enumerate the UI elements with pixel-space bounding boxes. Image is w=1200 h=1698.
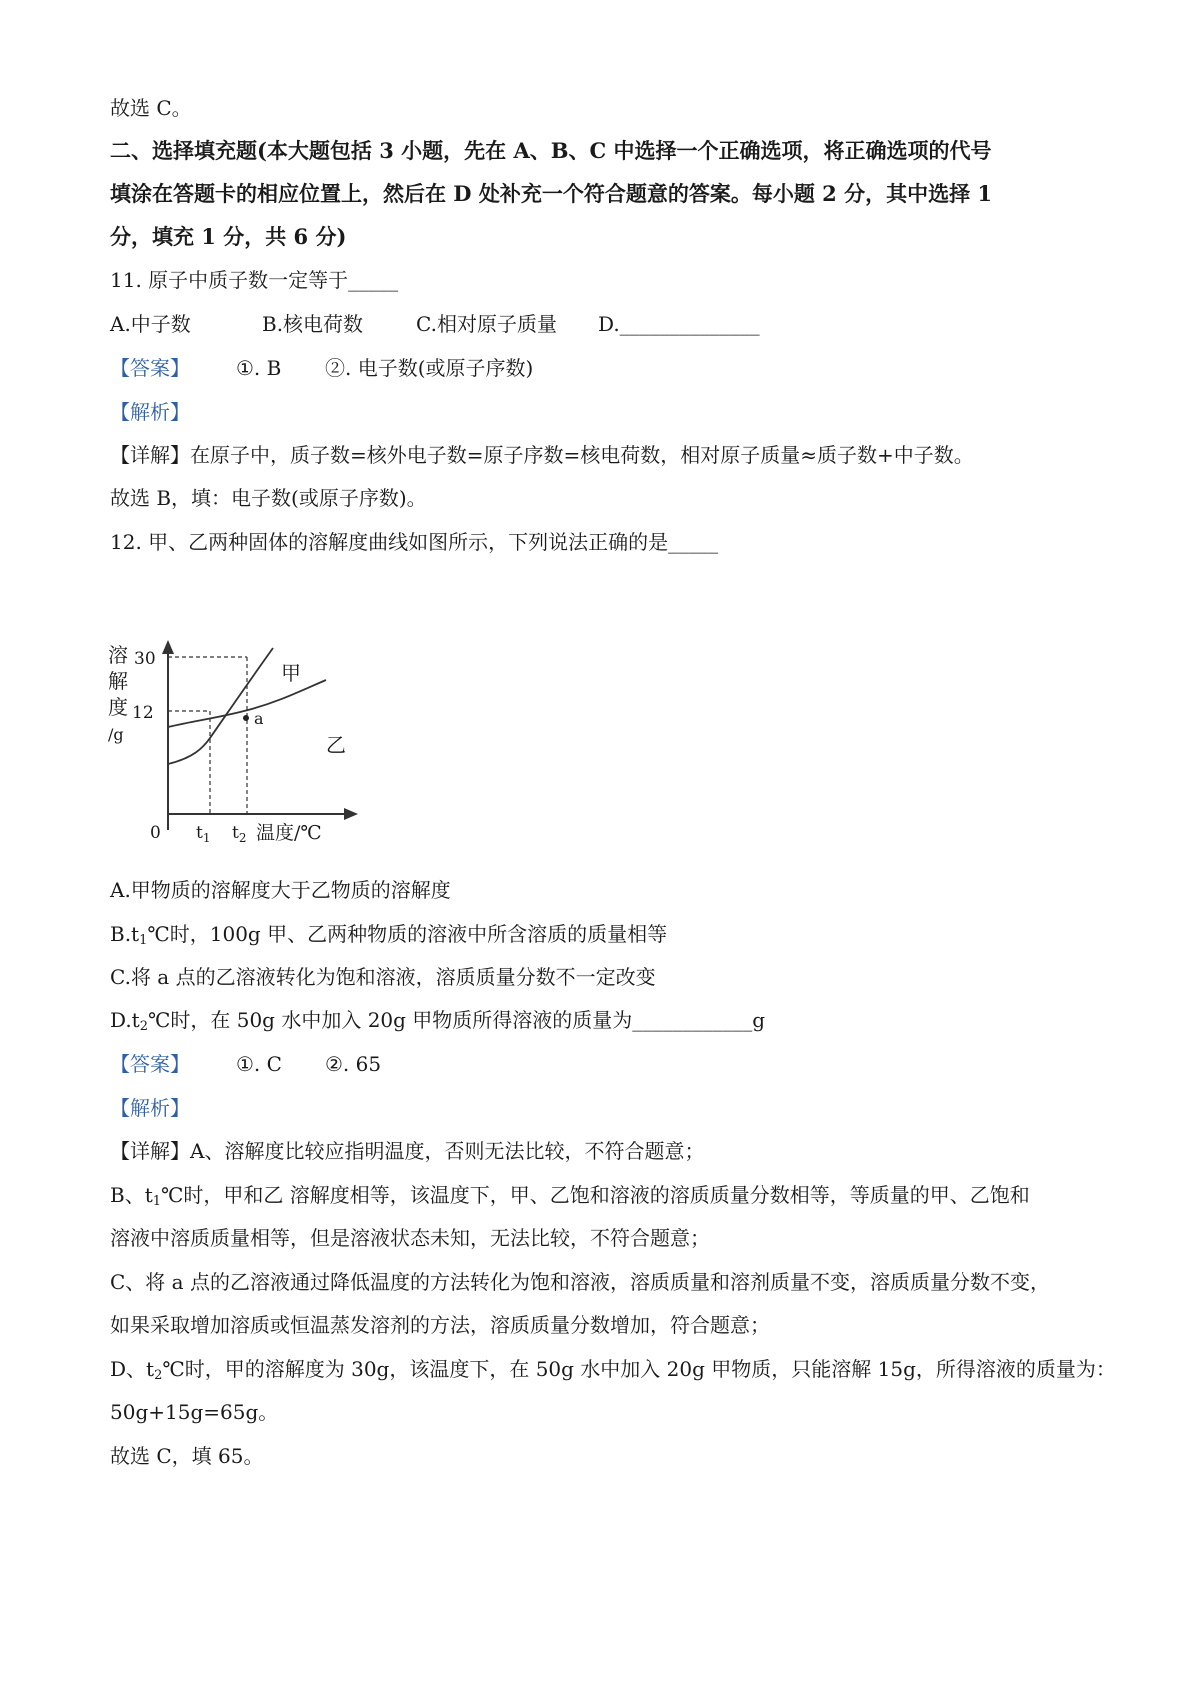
q12-option-d: $D.t_2℃$时，在 50g 水中加入 20g 甲物质所得溶液的质量为____________g bbox=[110, 1008, 766, 1034]
q12-option-a: A.甲物质的溶解度大于乙物质的溶解度 bbox=[110, 878, 451, 902]
q12-option-b: $B.t_1℃$时，100g 甲、乙两种物质的溶液中所含溶质的质量相等 bbox=[110, 922, 668, 948]
q11-answer-2: ②. 电子数(或原子序数) bbox=[325, 356, 534, 380]
point-a-marker bbox=[243, 715, 249, 721]
section-title-line-3: 分，填充 1 分，共 6 分) bbox=[110, 224, 347, 249]
y-tick-12: 12 bbox=[132, 703, 154, 723]
q11-conclusion: 故选 B，填：电子数(或原子序数)。 bbox=[110, 486, 427, 510]
q12-detail-b-line-2: 溶液中溶质质量相等，但是溶液状态未知，无法比较，不符合题意； bbox=[110, 1226, 710, 1250]
q12-answer-2: ②. 65 bbox=[325, 1052, 382, 1076]
q11-option-c: C.相对原子质量 bbox=[416, 312, 557, 336]
q12-analysis-tag: 【解析】 bbox=[110, 1096, 190, 1120]
x-tick-t1: $t_1$ bbox=[196, 823, 211, 845]
q11-answer-tag: 【答案】 bbox=[110, 356, 190, 380]
line-conclusion-q10: 故选 C。 bbox=[110, 96, 192, 120]
y-label-char-1: 溶 bbox=[108, 643, 128, 667]
curve-jia-label: 甲 bbox=[281, 661, 301, 685]
y-label-char-3: 度 bbox=[108, 695, 128, 719]
q11-option-d: D.______________ bbox=[598, 312, 760, 336]
x-axis-label: 温度/℃ bbox=[256, 822, 322, 844]
q11-option-a: A.中子数 bbox=[110, 312, 191, 336]
y-axis-arrow bbox=[162, 640, 174, 654]
q12-detail-c-line-1: C、将 a 点的乙溶液通过降低温度的方法转化为饱和溶液，溶质质量和溶剂质量不变，溶质质量分数不变， bbox=[110, 1270, 1050, 1294]
curve-jia bbox=[168, 648, 273, 764]
solubility-curve-graph bbox=[108, 640, 358, 850]
origin-label: 0 bbox=[150, 823, 161, 843]
q12-option-c: C.将 a 点的乙溶液转化为饱和溶液，溶质质量分数不一定改变 bbox=[110, 965, 656, 989]
y-label-char-4: /g bbox=[108, 725, 124, 744]
x-tick-t2: $t_2$ bbox=[232, 823, 247, 845]
section-title-line-2: 填涂在答题卡的相应位置上，然后在 D 处补充一个符合题意的答案。每小题 2 分，其中选择 1 bbox=[110, 181, 992, 206]
q11-analysis-tag: 【解析】 bbox=[110, 400, 190, 424]
q12-detail-d-line-1: D、$t_2℃$时，甲的溶解度为 30g，该温度下，在 50g 水中加入 20g 甲物质，只能溶解 15g，所得溶液的质量为： bbox=[110, 1357, 1116, 1383]
section-title-line-1: 二、选择填充题(本大题包括 3 小题，先在 A、B、C 中选择一个正确选项，将正确选项的代号 bbox=[110, 138, 992, 163]
q12-detail-d-line-2: 50g+15g=65g。 bbox=[110, 1400, 279, 1424]
y-tick-30: 30 bbox=[134, 649, 156, 669]
q12-detail-b-line-1: B、$t_1℃$时，甲和乙 溶解度相等，该温度下，甲、乙饱和溶液的溶质质量分数相等，等质量的甲、乙饱和 bbox=[110, 1183, 1030, 1209]
point-a-label: a bbox=[254, 709, 264, 728]
q12-conclusion: 故选 C，填 65。 bbox=[110, 1444, 264, 1468]
x-axis-arrow bbox=[344, 808, 358, 820]
q12-detail-c-line-2: 如果采取增加溶质或恒温蒸发溶剂的方法，溶质质量分数增加，符合题意； bbox=[110, 1313, 770, 1337]
q12-answer-1: ①. C bbox=[236, 1052, 282, 1076]
y-label-char-2: 解 bbox=[108, 669, 128, 693]
q11-detail: 【详解】在原子中，质子数=核外电子数=原子序数=核电荷数，相对原子质量≈质子数+中子数。 bbox=[110, 443, 974, 467]
q12-detail-a: 【详解】A、溶解度比较应指明温度，否则无法比较，不符合题意； bbox=[110, 1139, 705, 1163]
curve-yi-label: 乙 bbox=[326, 733, 346, 757]
q11-answer-1: ①. B bbox=[236, 356, 282, 380]
question-11: 11. 原子中质子数一定等于_____ bbox=[110, 268, 399, 292]
q11-option-b: B.核电荷数 bbox=[262, 312, 364, 336]
question-12: 12. 甲、乙两种固体的溶解度曲线如图所示，下列说法正确的是_____ bbox=[110, 530, 719, 554]
q12-answer-tag: 【答案】 bbox=[110, 1052, 190, 1076]
